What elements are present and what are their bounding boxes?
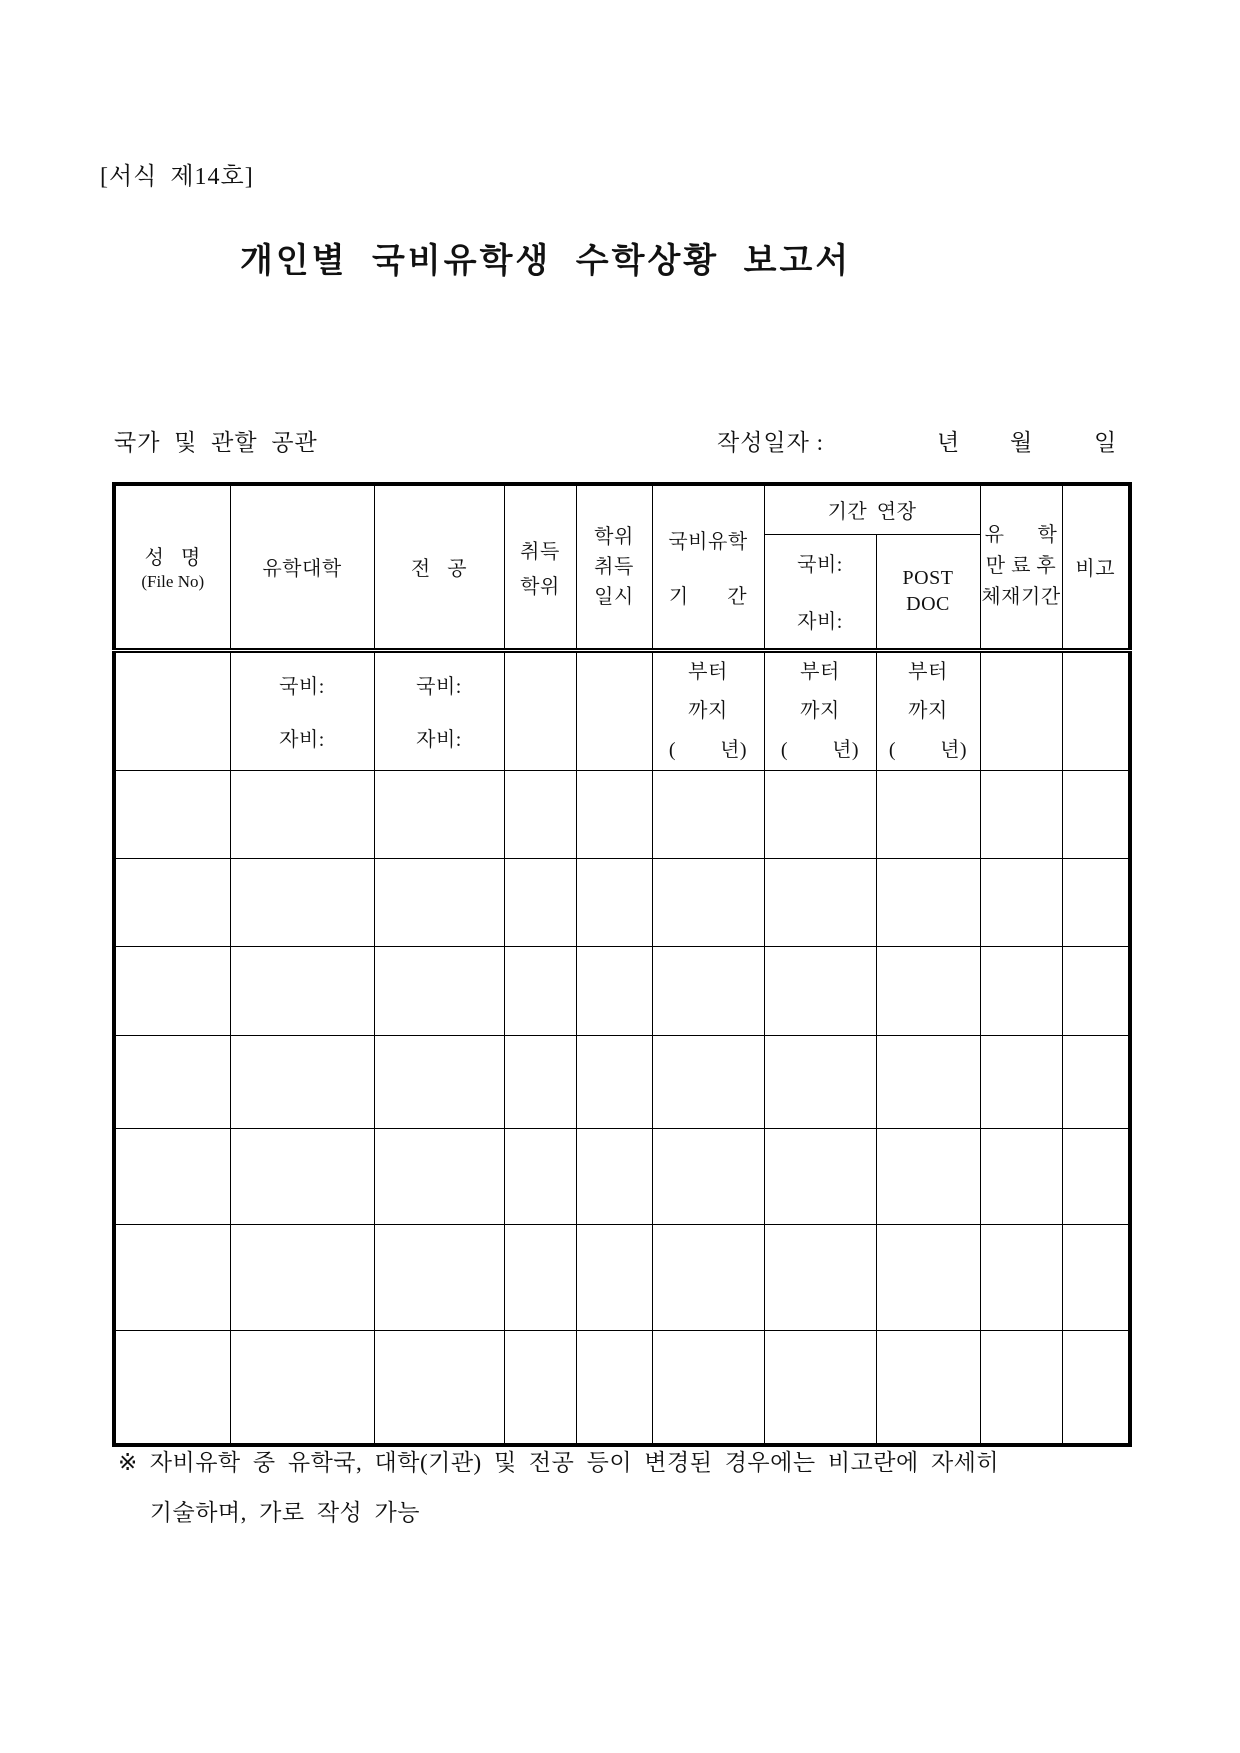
header-stay-after: 유 학 만 료 후 체재기간 [980, 484, 1062, 650]
empty-cell [504, 858, 576, 946]
empty-cell [980, 1330, 1062, 1445]
empty-cell [980, 1224, 1062, 1330]
empty-cell [1062, 1035, 1130, 1128]
empty-cell [652, 1128, 764, 1224]
empty-cell [230, 1128, 374, 1224]
header-name: 성 명 (File No) [114, 484, 230, 650]
empty-cell [652, 946, 764, 1035]
empty-cell [230, 858, 374, 946]
empty-cell [764, 946, 876, 1035]
empty-cell [114, 946, 230, 1035]
empty-cell [114, 1128, 230, 1224]
empty-cell [374, 946, 504, 1035]
header-major: 전 공 [374, 484, 504, 650]
empty-cell [504, 1224, 576, 1330]
empty-row [114, 1128, 1130, 1224]
empty-cell [652, 1330, 764, 1445]
empty-row [114, 1035, 1130, 1128]
empty-cell [764, 770, 876, 858]
empty-row [114, 946, 1130, 1035]
empty-cell [374, 1330, 504, 1445]
empty-cell [980, 770, 1062, 858]
year-label: 년 [937, 430, 960, 455]
header-university: 유학대학 [230, 484, 374, 650]
study-period-cell: 부터 까지 ( 년) [652, 650, 764, 770]
header-extension-group: 기간 연장 [764, 484, 980, 534]
empty-cell [576, 1224, 652, 1330]
empty-cell [980, 650, 1062, 770]
empty-cell [980, 1035, 1062, 1128]
empty-cell [1062, 1224, 1130, 1330]
empty-cell [504, 1128, 576, 1224]
empty-cell [764, 1224, 876, 1330]
empty-cell [230, 770, 374, 858]
header-study-period: 국비유학 기 간 [652, 484, 764, 650]
empty-cell [652, 858, 764, 946]
empty-row [114, 1224, 1130, 1330]
report-date-label: 작성일자 : [717, 430, 825, 455]
empty-cell [1062, 650, 1130, 770]
empty-cell [374, 1224, 504, 1330]
empty-row [114, 858, 1130, 946]
extension-period-cell: 부터 까지 ( 년) [764, 650, 876, 770]
header-degree: 취득 학위 [504, 484, 576, 650]
empty-cell [576, 770, 652, 858]
empty-row [114, 1330, 1130, 1445]
empty-cell [504, 1035, 576, 1128]
empty-cell [1062, 770, 1130, 858]
empty-cell [374, 1035, 504, 1128]
empty-cell [980, 946, 1062, 1035]
page-title: 개인별 국비유학생 수학상황 보고서 [240, 243, 852, 280]
empty-cell [980, 858, 1062, 946]
empty-cell [504, 770, 576, 858]
form-number: [서식 제14호] [100, 164, 254, 190]
empty-cell [876, 1224, 980, 1330]
header-remarks: 비고 [1062, 484, 1130, 650]
empty-row [114, 770, 1130, 858]
empty-cell [504, 946, 576, 1035]
empty-cell [764, 1035, 876, 1128]
empty-cell [374, 770, 504, 858]
empty-cell [114, 770, 230, 858]
empty-cell [876, 1330, 980, 1445]
day-label: 일 [1094, 430, 1117, 455]
empty-cell [876, 770, 980, 858]
empty-cell [1062, 1330, 1130, 1445]
empty-cell [980, 1128, 1062, 1224]
empty-cell [114, 650, 230, 770]
empty-cell [876, 858, 980, 946]
label-row [114, 650, 1130, 770]
country-office-label: 국가 및 관할 공관 [114, 430, 318, 455]
empty-cell [764, 1330, 876, 1445]
empty-cell [576, 650, 652, 770]
empty-cell [114, 1330, 230, 1445]
empty-cell [504, 1330, 576, 1445]
info-line [112, 424, 1128, 460]
empty-cell [576, 858, 652, 946]
empty-cell [230, 1224, 374, 1330]
footnote-marker: ※ [118, 1450, 138, 1475]
empty-cell [374, 1128, 504, 1224]
file-no-label: (File No) [141, 572, 205, 592]
header-degree-date: 학위 취득 일시 [576, 484, 652, 650]
empty-cell [876, 1035, 980, 1128]
header-extension-funding: 국비: 자비: [764, 534, 876, 650]
empty-cell [652, 770, 764, 858]
footnote-text: 자비유학 중 유학국, 대학(기관) 및 전공 등이 변경된 경우에는 비고란에 자세히 기술하며, 가로 작성 가능 [149, 1450, 1000, 1525]
month-label: 월 [1010, 430, 1033, 455]
empty-cell [576, 1330, 652, 1445]
empty-cell [114, 858, 230, 946]
university-funding-cell: 국비: 자비: [230, 650, 374, 770]
empty-cell [114, 1035, 230, 1128]
empty-cell [374, 858, 504, 946]
header-postdoc: POST DOC [876, 534, 980, 650]
empty-cell [652, 1224, 764, 1330]
postdoc-period-cell: 부터 까지 ( 년) [876, 650, 980, 770]
empty-cell [764, 858, 876, 946]
empty-cell [876, 946, 980, 1035]
empty-cell [230, 946, 374, 1035]
empty-cell [652, 1035, 764, 1128]
empty-cell [230, 1035, 374, 1128]
empty-cell [764, 1128, 876, 1224]
empty-cell [1062, 946, 1130, 1035]
empty-cell [876, 1128, 980, 1224]
empty-cell [576, 1035, 652, 1128]
empty-cell [504, 650, 576, 770]
major-funding-cell: 국비: 자비: [374, 650, 504, 770]
empty-cell [114, 1224, 230, 1330]
empty-cell [1062, 1128, 1130, 1224]
empty-cell [230, 1330, 374, 1445]
empty-cell [576, 946, 652, 1035]
report-table [112, 482, 1132, 1447]
empty-cell [1062, 858, 1130, 946]
empty-cell [576, 1128, 652, 1224]
footnote [118, 1438, 1138, 1538]
